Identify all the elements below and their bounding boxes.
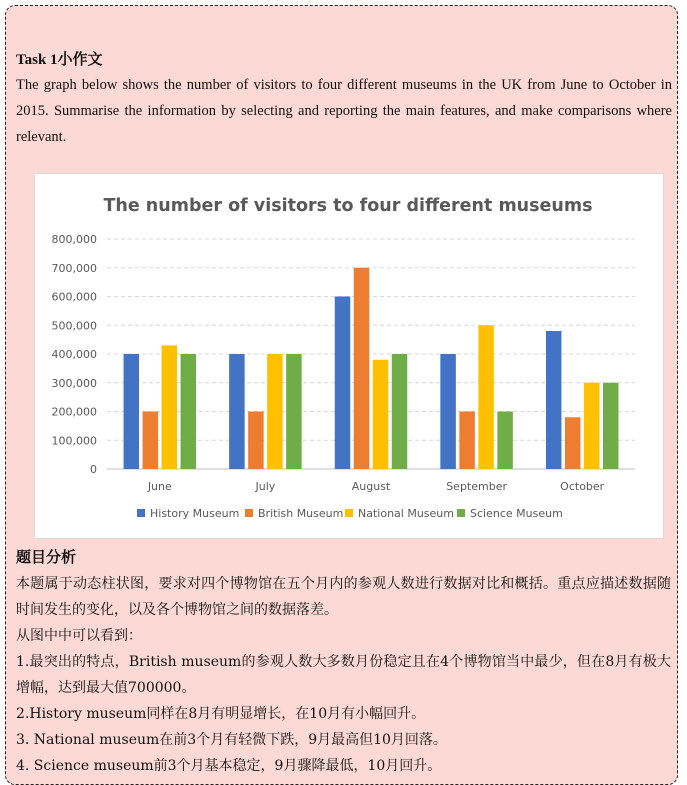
bar: [181, 354, 197, 469]
x-tick-label: August: [351, 480, 391, 493]
bar: [267, 354, 283, 469]
bar: [162, 345, 178, 469]
bar: [354, 268, 370, 469]
analysis-title: 题目分析: [16, 548, 77, 566]
analysis-body: [16, 571, 671, 779]
y-tick-label: 500,000: [51, 319, 97, 333]
y-tick-label: 700,000: [51, 261, 97, 275]
legend-swatch: [457, 509, 465, 517]
bar: [603, 383, 619, 469]
x-tick-label: September: [446, 480, 508, 493]
legend-label: Science Museum: [470, 507, 563, 520]
analysis-paragraph: 本题属于动态柱状图，要求对四个博物馆在五个月内的参观人数进行数据对比和概括。重点应描述数据随时间发生的变化，以及各个博物馆之间的数据落差。: [16, 576, 671, 618]
bar: [459, 412, 475, 470]
y-tick-label: 600,000: [51, 290, 97, 304]
legend-swatch: [245, 509, 253, 517]
bar: [248, 412, 264, 470]
analysis-paragraph: 3. National museum在前3个月有轻微下跌，9月最高但10月回落。: [16, 732, 447, 748]
legend-label: History Museum: [150, 507, 240, 520]
y-tick-label: 100,000: [51, 434, 97, 448]
y-tick-label: 400,000: [51, 348, 97, 361]
bar: [565, 417, 581, 469]
bar: [229, 354, 245, 469]
task-prompt: The graph below shows the number of visitors to four different museums in the UK from June to October in 2015. Summarise the information by selecting and reporting the main features, and make comparisons where relevant.: [16, 77, 672, 145]
bar: [546, 331, 562, 469]
task-title: Task 1小作文: [16, 52, 103, 68]
analysis-paragraph: 2.History museum同样在8月有明显增长，在10月有小幅回升。: [16, 706, 426, 722]
bar: [478, 325, 494, 469]
analysis-paragraph: 4. Science museum前3个月基本稳定，9月骤降最低，10月回升。: [16, 758, 442, 774]
chart-svg: [35, 174, 663, 538]
x-tick-label: June: [147, 480, 172, 493]
bar-chart: [34, 173, 664, 539]
y-tick-label: 200,000: [51, 405, 97, 419]
bar: [373, 360, 389, 469]
content-card: [5, 5, 678, 785]
legend-label: British Museum: [258, 507, 344, 520]
bar: [143, 412, 159, 470]
bar: [440, 354, 456, 469]
chart-title: The number of visitors to four different museums: [103, 196, 593, 216]
y-tick-label: 0: [90, 463, 97, 476]
bar: [584, 383, 600, 469]
x-tick-label: October: [560, 480, 605, 493]
y-tick-label: 800,000: [51, 233, 97, 246]
bar: [497, 412, 512, 470]
y-tick-label: 300,000: [51, 376, 97, 390]
analysis-paragraph: 1.最突出的特点，British museum的参观人数大多数月份稳定且在4个博物馆当中最少，但在8月有极大增幅，达到最大值700000。: [16, 654, 671, 696]
bar: [124, 354, 140, 469]
legend-swatch: [345, 509, 353, 517]
bar: [286, 354, 302, 469]
analysis-paragraph: 从图中中可以看到：: [16, 628, 142, 644]
bar: [335, 297, 351, 470]
bar: [392, 354, 408, 469]
legend-swatch: [137, 509, 145, 517]
legend-label: National Museum: [358, 507, 454, 520]
x-tick-label: July: [255, 480, 276, 493]
